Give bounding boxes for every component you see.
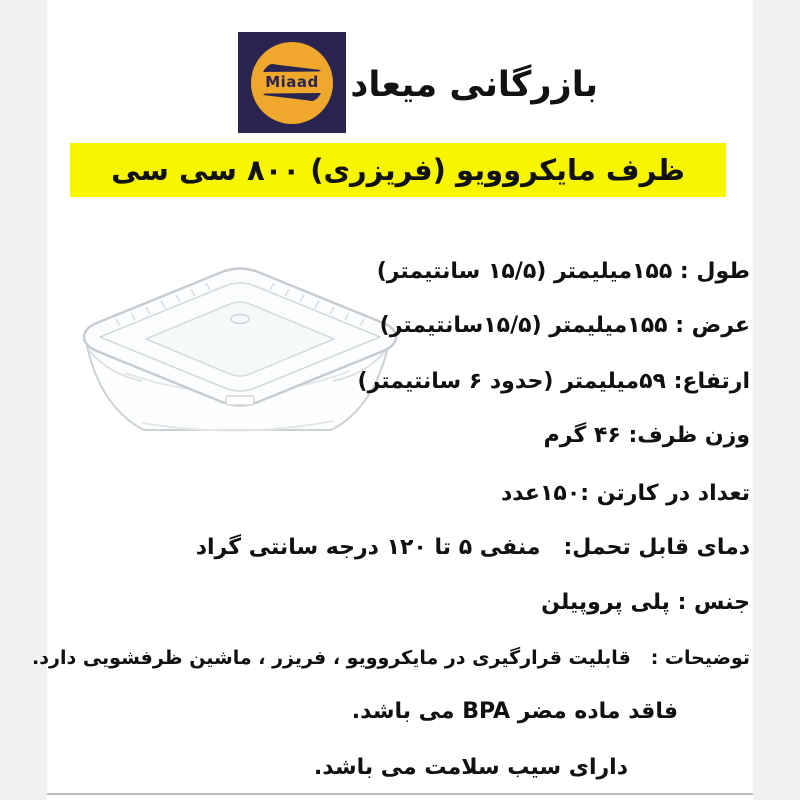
brand-title: بازرگانی میعاد bbox=[350, 65, 598, 105]
spec-height: ارتفاع: ۵۹میلیمتر (حدود ۶ سانتیمتر) bbox=[357, 369, 750, 394]
spec-health-certificate: دارای سیب سلامت می باشد. bbox=[313, 755, 628, 780]
spec-carton-quantity: تعداد در کارتن :۱۵۰عدد bbox=[500, 481, 750, 506]
brand-logo bbox=[238, 32, 346, 133]
spec-weight: وزن ظرف: ۴۶ گرم bbox=[543, 423, 750, 448]
spec-material: جنس : پلی پروپیلن bbox=[541, 590, 750, 615]
spec-bpa-free: فاقد ماده مضر BPA می باشد. bbox=[351, 699, 678, 724]
product-photo-container-illustration bbox=[70, 255, 405, 460]
spec-temperature-range: دمای قابل تحمل: منفی ۵ تا ۱۲۰ درجه سانتی گراد bbox=[195, 535, 750, 560]
product-title-banner: ظرف مایکروویو (فریزری) ۸۰۰ سی سی bbox=[70, 143, 726, 197]
left-margin-strip bbox=[0, 0, 47, 800]
right-margin-strip bbox=[753, 0, 800, 800]
spec-length: طول : ۱۵۵میلیمتر (۱۵/۵ سانتیمتر) bbox=[376, 259, 750, 284]
bottom-divider bbox=[47, 793, 753, 795]
logo-wordmark: Miaad bbox=[265, 73, 319, 91]
logo-swoosh-bottom-icon bbox=[261, 91, 323, 103]
spec-width: عرض : ۱۵۵میلیمتر (۱۵/۵سانتیمتر) bbox=[379, 313, 750, 338]
brand-logo-circle bbox=[251, 42, 333, 124]
spec-description: توضیحات : قابلیت قرارگیری در مایکروویو ، فریزر ، ماشین ظرفشویی دارد. bbox=[32, 647, 750, 669]
